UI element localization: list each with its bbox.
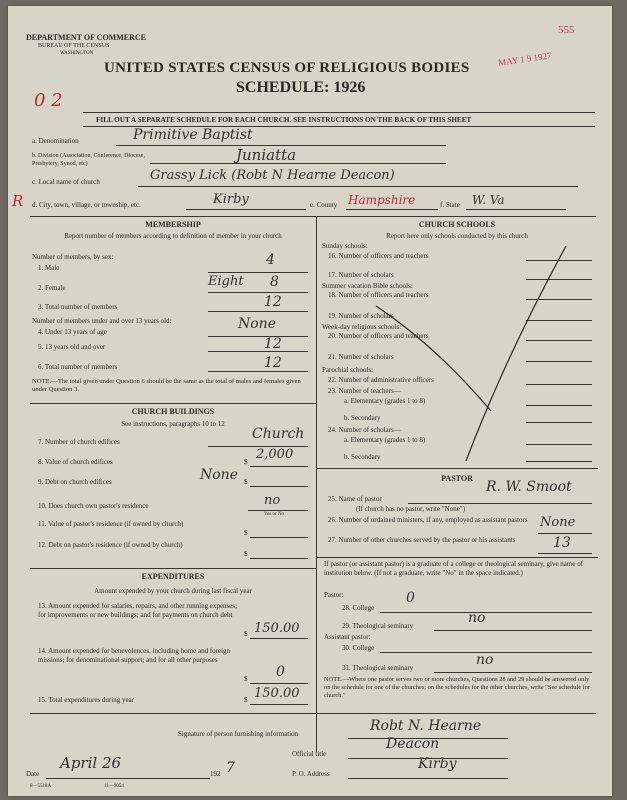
q9-value: None	[200, 467, 238, 483]
q23b-label: b. Secondary	[344, 414, 381, 422]
q16-label: 16. Number of officers and teachers	[328, 252, 429, 260]
bureau-label: BUREAU OF THE CENSUS	[38, 43, 110, 49]
q12-label: 12. Debt on pastor's residence (if owned by church)	[38, 541, 183, 549]
q24-label: 24. Number of scholars—	[328, 426, 401, 434]
q4-value: None	[238, 316, 276, 332]
q20-label: 20. Number of officers and teachers	[328, 332, 429, 340]
po-address-value: Kirby	[418, 756, 457, 772]
q2-value: 8	[270, 274, 279, 290]
pastor-sub-label: Pastor:	[324, 591, 344, 599]
pastor-note: NOTE.—Where one pastor serves two or more churches, Questions 28 and 29 should be answered only on the schedule for one of the churches; on the schedules for the other churches, write "See schedule for church."	[324, 676, 591, 699]
office-mark-02: 0 2	[34, 90, 63, 111]
weekday-label: Week-day religious schools:	[322, 323, 402, 331]
state-label: f. State	[440, 201, 460, 209]
division-label: b. Division (Association, Conference, Diocese, Presbytery, Synod, etc)	[32, 153, 145, 167]
q5-label: 5. 13 years old and over	[38, 343, 106, 351]
q6-label: 6. Total number of members	[38, 363, 118, 371]
q11-label: 11. Value of pastor's residence (if owned by church)	[38, 520, 184, 528]
q25-label: 25. Name of pastor	[328, 495, 382, 503]
q24b-label: b. Secondary	[344, 453, 381, 461]
q17-label: 17. Number of scholars	[328, 271, 394, 279]
membership-note: NOTE.—The total given under Question 6 should be the same as the total of males and females given under Question 3.	[32, 378, 301, 393]
buildings-intro: See instructions, paragraphs 10 to 12	[121, 420, 225, 428]
q23a-label: a. Elementary (grades 1 to 8)	[344, 397, 426, 405]
membership-intro: Report number of members according to definition of member in your church	[64, 232, 282, 240]
city-town-label: d. City, town, village, or township, etc.	[32, 201, 141, 209]
q9-dollar: $	[244, 478, 248, 486]
q3-label: 3. Total number of members	[38, 303, 118, 311]
state-value: W. Va	[472, 193, 505, 207]
q12-dollar: $	[244, 550, 248, 558]
by-sex-label: Number of members, by sex:	[32, 253, 114, 261]
po-address-label: P. O. Address	[292, 770, 330, 778]
q6-value: 12	[264, 355, 282, 371]
form-number: 8—5518A	[30, 784, 52, 789]
official-title-label: Official title	[292, 750, 327, 758]
received-date-stamp: MAY 1 9 1927	[497, 50, 553, 68]
q14-value: 0	[276, 664, 285, 680]
denomination-value: Primitive Baptist	[133, 127, 253, 143]
county-label: e. County	[310, 201, 338, 209]
q26-label: 26. Number of ordained ministers, if any, employed as assistant pastors	[328, 516, 528, 524]
q1-value: 4	[266, 252, 275, 268]
expenditures-heading: EXPENDITURES	[141, 572, 205, 581]
q11-dollar: $	[244, 529, 248, 537]
q8-dollar: $	[244, 458, 248, 466]
stamp-number: 555	[558, 24, 575, 36]
local-name-value: Grassy Lick (Robt N Hearne Deacon)	[150, 168, 395, 183]
q29-value: no	[468, 610, 486, 626]
q21-label: 21. Number of scholars	[328, 353, 394, 361]
county-value: Hampshire	[348, 193, 416, 207]
date-value: April 26	[60, 754, 122, 772]
q25-sub: (If church has no pastor, write "None")	[356, 505, 466, 513]
year-value: 7	[226, 760, 235, 776]
department-label: DEPARTMENT OF COMMERCE	[26, 33, 147, 42]
pastor-heading: PASTOR	[441, 474, 473, 483]
form-number-2: 11—9054	[104, 784, 124, 789]
summer-label: Summer vacation Bible schools:	[322, 282, 413, 290]
q14-label: 14. Amount expended for benevolences, including home and foreign missions; for denominational support; and for all other purposes	[38, 647, 231, 664]
q19-label: 19. Number of scholars	[328, 312, 394, 320]
q10-value: no	[264, 493, 281, 508]
q13-value: 150.00	[254, 621, 300, 636]
q9-label: 9. Debt on church edifices	[38, 478, 112, 486]
q7-label: 7. Number of church edifices	[38, 438, 120, 446]
q25-value: R. W. Smoot	[486, 479, 572, 495]
schools-intro: Report here only schools conducted by this church	[386, 232, 528, 240]
q8-label: 8. Value of church edifices	[38, 458, 113, 466]
census-schedule-page	[8, 6, 612, 796]
q5-value: 12	[264, 336, 282, 352]
membership-heading: MEMBERSHIP	[145, 220, 201, 229]
pastor-college-value: 0	[406, 590, 415, 606]
official-title-value: Deacon	[386, 736, 440, 752]
q15-label: 15. Total expenditures during year	[38, 696, 134, 704]
q13-label: 13. Amount expended for salaries, repairs, and other running expenses; for improvements or new buildings; and for payments on church debt	[38, 602, 238, 619]
q15-dollar: $	[244, 696, 248, 704]
signature-label: Signature of person furnishing information	[178, 730, 299, 738]
signature-value: Robt N. Hearne	[370, 718, 482, 734]
q10-label: 10. Does church own pastor's residence	[38, 502, 149, 510]
city-label: WASHINGTON	[60, 51, 94, 56]
expenditures-intro: Amount expended by your church during last fiscal year	[94, 587, 252, 595]
division-value: Juniatta	[236, 146, 297, 164]
city-town-value: Kirby	[213, 192, 249, 207]
schedule-title: SCHEDULE: 1926	[236, 79, 366, 96]
assistant-label: Assistant pastor:	[324, 633, 371, 641]
q26-value: None	[540, 515, 576, 530]
parochial-label: Parochial schools:	[322, 366, 374, 374]
date-label: Date	[26, 770, 40, 778]
graduate-note: If pastor (or assistant pastor) is a graduate of a college or theological seminary, give name of institution below. (If not a graduate, write "No" in the space indicated.)	[324, 560, 584, 577]
buildings-heading: CHURCH BUILDINGS	[131, 407, 215, 416]
q3-value: 12	[264, 294, 282, 310]
q7-value: Church	[252, 426, 305, 442]
q14-dollar: $	[244, 675, 248, 683]
q18-label: 18. Number of officers and teachers	[328, 291, 429, 299]
q2-label: 2. Female	[38, 284, 66, 292]
schools-heading: CHURCH SCHOOLS	[418, 220, 496, 229]
q27-label: 27. Number of other churches served by the pastor or his assistants	[328, 536, 516, 544]
q4-label: 4. Under 13 years of age	[38, 328, 107, 336]
q1-label: 1. Male	[38, 264, 60, 272]
q31-value: no	[476, 652, 494, 668]
q24a-label: a. Elementary (grades 1 to 8)	[344, 436, 426, 444]
instruction-banner: FILL OUT A SEPARATE SCHEDULE FOR EACH CHURCH. SEE INSTRUCTIONS ON THE BACK OF THIS SHEET	[96, 116, 472, 124]
q27-value: 13	[553, 535, 571, 551]
q15-value: 150.00	[254, 686, 300, 701]
local-name-label: c. Local name of church	[32, 178, 100, 186]
q2-note: Eight	[208, 274, 244, 289]
q13-dollar: $	[244, 630, 248, 638]
denomination-label: a. Denomination	[32, 137, 79, 145]
q23-label: 23. Number of teachers—	[328, 387, 401, 395]
schools-crossout	[316, 236, 598, 466]
q22-label: 22. Number of administrative officers	[328, 376, 434, 384]
q28-label: 28. College	[342, 604, 375, 612]
year-label: 192	[210, 770, 221, 778]
sunday-label: Sunday schools:	[322, 242, 368, 250]
q8-value: 2,000	[256, 447, 294, 462]
q10-note: Yes or No	[264, 512, 285, 517]
office-mark-r: R	[12, 192, 24, 210]
form-title: UNITED STATES CENSUS OF RELIGIOUS BODIES	[104, 60, 470, 76]
q31-label: 31. Theological seminary	[342, 664, 414, 672]
q30-label: 30. College	[342, 644, 375, 652]
q29-label: 29. Theological seminary	[342, 622, 414, 630]
age-intro: Number of members under and over 13 years old:	[32, 317, 172, 325]
